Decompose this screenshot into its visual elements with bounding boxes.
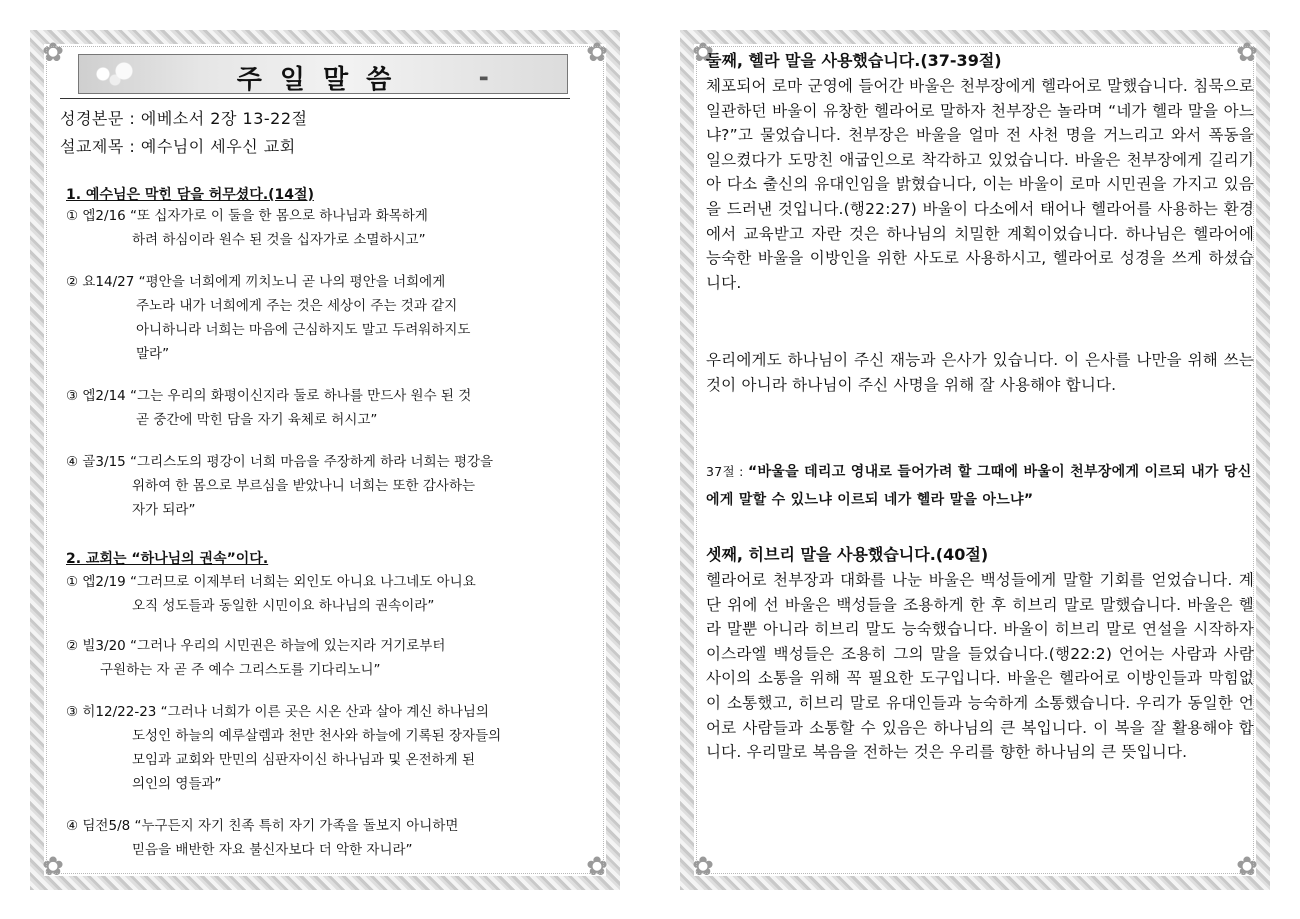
- sermon-title: 설교제목 : 예수님이 세우신 교회: [60, 137, 296, 156]
- verse-item: ④ 골3/15 “그리스도의 평강이 너희 마음을 주장하게 하라 너희는 평강을 위하여 한 몸으로 부르심을 받았나니 너희는 또한 감사하는 자가 되라”: [66, 454, 494, 518]
- title-divider: [60, 98, 570, 99]
- left-page: [30, 30, 620, 890]
- verse-quote: [706, 458, 1254, 514]
- flower-corner-icon: ✿: [1236, 38, 1258, 68]
- verse-item: ③ 히12/22-23 “그러나 너희가 이른 곳은 시온 산과 살아 계신 하나님의 도성인 하늘의 예루살렘과 천만 천사와 하늘에 기록된 장자들의 모임과 교회와 만민의 심판자이신 하나님과 및 온전하게 된 의인의 영들과”: [66, 704, 502, 792]
- decoration-mark: ▬: [479, 73, 489, 84]
- body-paragraph: 우리에게도 하나님이 주신 재능과 은사가 있습니다. 이 은사를 나만을 위해 쓰는 것이 아니라 하나님이 주신 사명을 위해 잘 사용해야 합니다.: [706, 351, 1254, 394]
- verse-item: ③ 엡2/14 “그는 우리의 화평이신지라 둘로 하나를 만드사 원수 된 것 곧 중간에 막힌 담을 자기 육체로 허시고”: [66, 388, 472, 428]
- body-paragraph: 헬라어로 천부장과 대화를 나눈 바울은 백성들에게 말할 기회를 얻었습니다. 계단 위에 선 바울은 백성들을 조용하게 한 후 히브리 말로 말했습니다. 바울은 헬라 말뿐 아니라 히브리 말도 능숙했습니다. 바울이 히브리 말로 연설을 시작하자 이스라엘 백성들은 조용히 그의 말을 들었습니다.(행22:2) 언어는 사람과 사람 사이의 소통을 위해 꼭 필요한 도구입니다. 바울은 헬라어로 이방인들과 막힘없이 소통했고, 히브리 말로 유대인들과 능숙하게 소통했습니다. 우리가 동일한 언어로 사람들과 소통할 수 있음은 하나님의 큰 복입니다. 이 복을 잘 활용해야 합니다. 우리말로 복음을 전하는 것은 우리를 향한 하나님의 큰 뜻입니다.: [706, 571, 1254, 762]
- verse-item: ② 빌3/20 “그러나 우리의 시민권은 하늘에 있는지라 거기로부터 구원하는 자 곧 주 예수 그리스도를 기다리노니”: [66, 638, 446, 678]
- section-heading-1: 1. 예수님은 막힌 담을 허무셨다.(14절): [66, 187, 314, 203]
- title-banner: [78, 54, 568, 94]
- scripture-reference: 성경본문 : 에베소서 2장 13-22절: [60, 109, 308, 128]
- right-page: [680, 30, 1270, 890]
- body-paragraph: 체포되어 로마 군영에 들어간 바울은 천부장에게 헬라어로 말했습니다. 침묵으로 일관하던 바울이 유창한 헬라어로 말하자 천부장은 놀라며 “네가 헬라 말을 아느냐?”고 물었습니다. 천부장은 바울을 얼마 전 사천 명을 거느리고 와서 폭동을 일으켰다가 도망친 애굽인으로 착각하고 있었습니다. 바울은 천부장에게 길리기아 다소 출신의 유대인임을 밝혔습니다, 이는 바울이 로마 시민권을 가지고 있음을 드러낸 것입니다.(행22:27) 바울이 다소에서 태어나 헬라어를 사용하는 환경에서 교육받고 자란 것은 하나님의 치밀한 계획이었습니다. 하나님은 헬라어에 능숙한 바울을 이방인을 위한 사도로 사용하시고, 헬라어로 성경을 쓰게 하셨습니다.: [706, 77, 1254, 292]
- verse-reference: 37절 :: [706, 464, 748, 479]
- section-heading-2: 2. 교회는 “하나님의 권속”이다.: [66, 551, 269, 567]
- flower-corner-icon: ✿: [1236, 852, 1258, 882]
- verse-item: ① 엡2/16 “또 십자가로 이 둘을 한 몸으로 하나님과 화목하게 하려 하심이라 원수 된 것을 십자가로 소멸하시고”: [66, 208, 428, 248]
- flower-corner-icon: ✿: [586, 38, 608, 68]
- verse-item: ② 요14/27 “평안을 너희에게 끼치노니 곧 나의 평안을 너희에게 주노라 내가 너희에게 주는 것은 세상이 주는 것과 같지 아니하니라 너희는 마음에 근심하지도 말고 두려워하지도 말라”: [66, 274, 471, 362]
- flower-corner-icon: ✿: [692, 852, 714, 882]
- section-heading-third: 셋째, 히브리 말을 사용했습니다.(40절): [706, 545, 989, 564]
- verse-item: ④ 딤전5/8 “누구든지 자기 친족 특히 자기 가족을 돌보지 아니하면 믿음을 배반한 자요 불신자보다 더 악한 자니라”: [66, 818, 459, 858]
- flower-corner-icon: ✿: [42, 38, 64, 68]
- flower-corner-icon: ✿: [42, 852, 64, 882]
- verse-quote-text: “바울을 데리고 영내로 들어가려 할 그때에 바울이 천부장에게 이르되 내가 당신에게 말할 수 있느냐 이르되 네가 헬라 말을 아느냐”: [706, 464, 1252, 508]
- flower-corner-icon: ✿: [586, 852, 608, 882]
- page-title: 주일말씀: [236, 65, 410, 95]
- flower-corner-icon: ✿: [692, 38, 714, 68]
- section-heading-second: 둘째, 헬라 말을 사용했습니다.(37-39절): [706, 51, 1002, 70]
- verse-item: ① 엡2/19 “그러므로 이제부터 너희는 외인도 아니요 나그네도 아니요 오직 성도들과 동일한 시민이요 하나님의 권속이라”: [66, 574, 476, 614]
